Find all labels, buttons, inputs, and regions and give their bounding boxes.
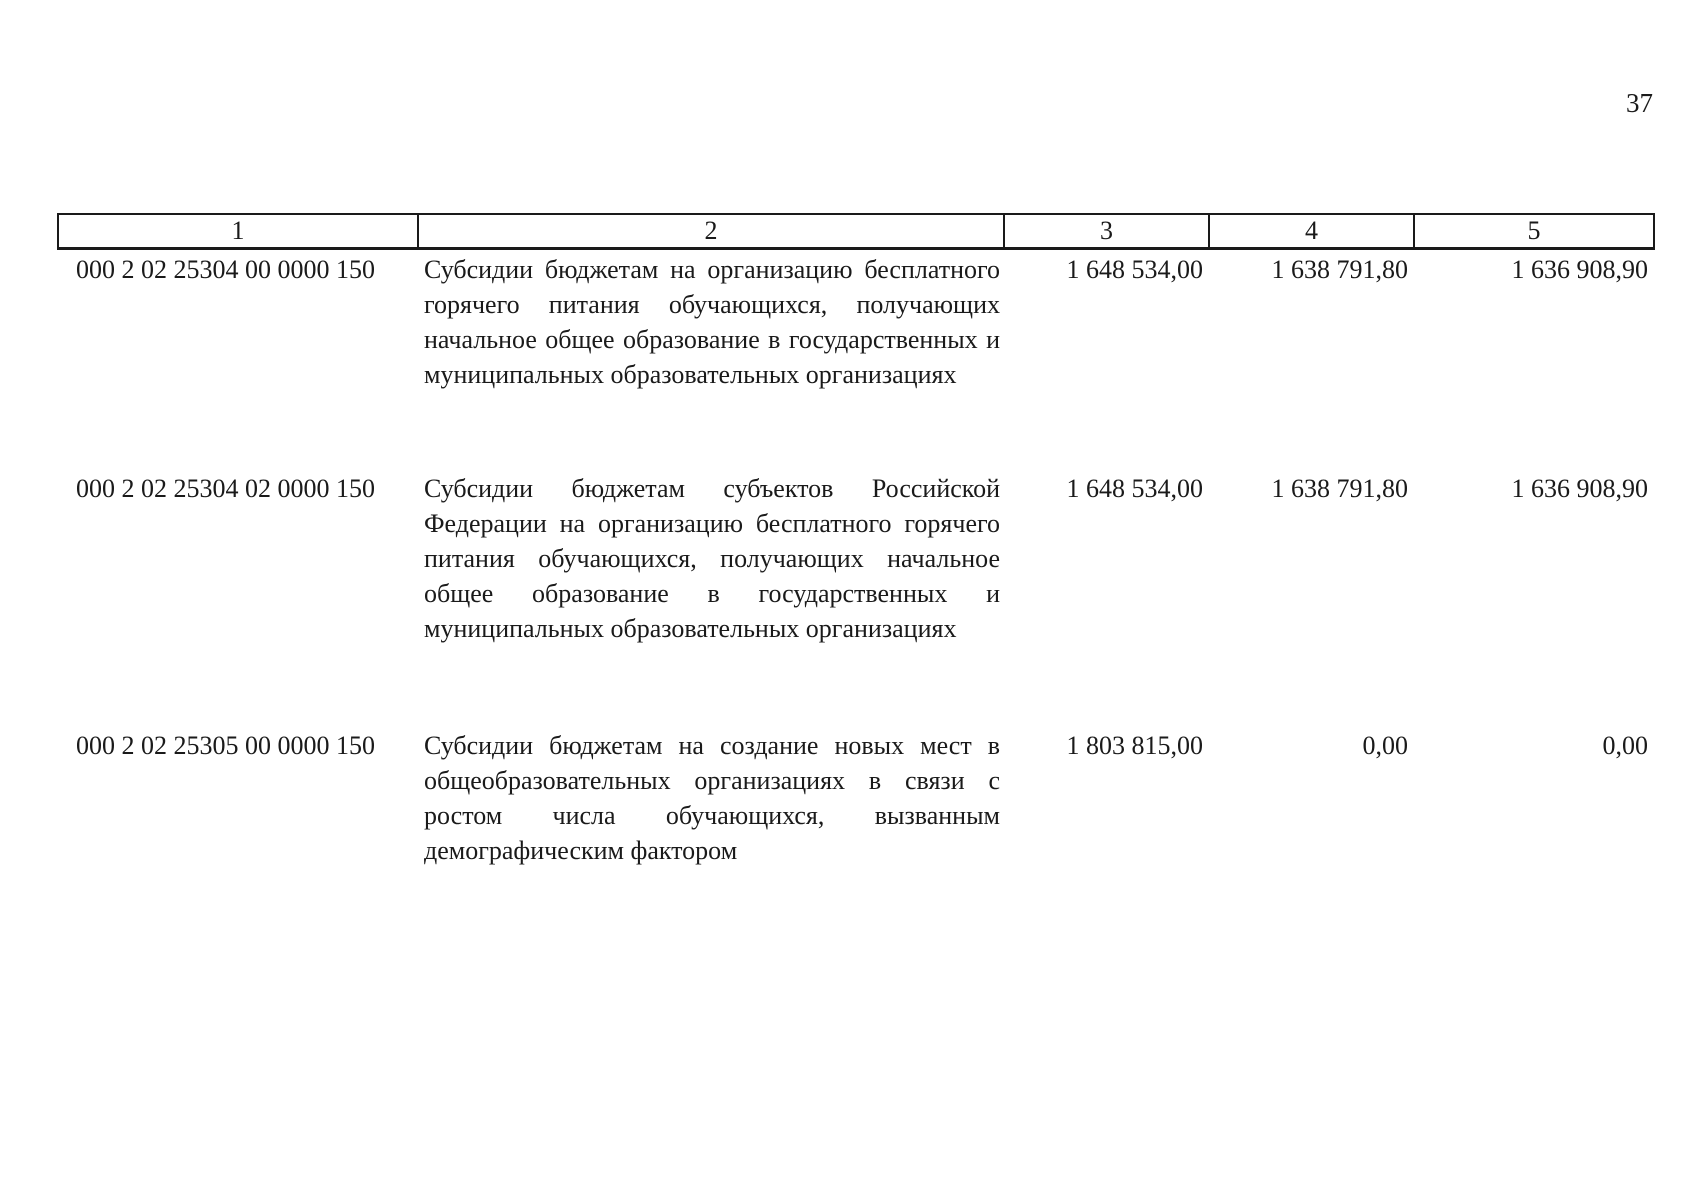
header-col-2: 2 (418, 214, 1004, 249)
amount-col-4: 0,00 (1362, 731, 1408, 760)
amount-col-4: 1 638 791,80 (1271, 255, 1408, 284)
budget-description: Субсидии бюджетам на организацию бесплатного горячего питания обучающихся, получающих начальное общее образование в государственных и муниципальных образовательных организациях (424, 255, 1000, 389)
amount-col-5: 1 636 908,90 (1511, 474, 1648, 503)
budget-code: 000 2 02 25304 00 0000 150 (76, 255, 375, 284)
budget-description: Субсидии бюджетам субъектов Российской Федерации на организацию бесплатного горячего питания обучающихся, получающих начальное общее образование в государственных и муниципальных образовательных организациях (424, 474, 1000, 643)
amount-col-4: 1 638 791,80 (1271, 474, 1408, 503)
header-col-1: 1 (58, 214, 418, 249)
amount-col-3: 1 648 534,00 (1066, 474, 1203, 503)
budget-code: 000 2 02 25304 02 0000 150 (76, 474, 375, 503)
amount-col-5: 1 636 908,90 (1511, 255, 1648, 284)
table-header (58, 214, 1654, 249)
budget-description: Субсидии бюджетам на создание новых мест в общеобразовательных организациях в связи с ростом числа обучающихся, вызванным демографическим фактором (424, 731, 1000, 865)
budget-table-container (57, 213, 1653, 868)
table-row (58, 728, 1654, 868)
table-body (58, 249, 1654, 869)
table-row (58, 249, 1654, 472)
amount-col-3: 1 648 534,00 (1066, 255, 1203, 284)
budget-code: 000 2 02 25305 00 0000 150 (76, 731, 375, 760)
budget-table (57, 213, 1655, 868)
page-number: 37 (1626, 88, 1653, 118)
header-col-4: 4 (1209, 214, 1414, 249)
header-col-3: 3 (1004, 214, 1209, 249)
header-row (58, 214, 1654, 249)
amount-col-5: 0,00 (1602, 731, 1648, 760)
table-row (58, 471, 1654, 728)
header-col-5: 5 (1414, 214, 1654, 249)
amount-col-3: 1 803 815,00 (1066, 731, 1203, 760)
